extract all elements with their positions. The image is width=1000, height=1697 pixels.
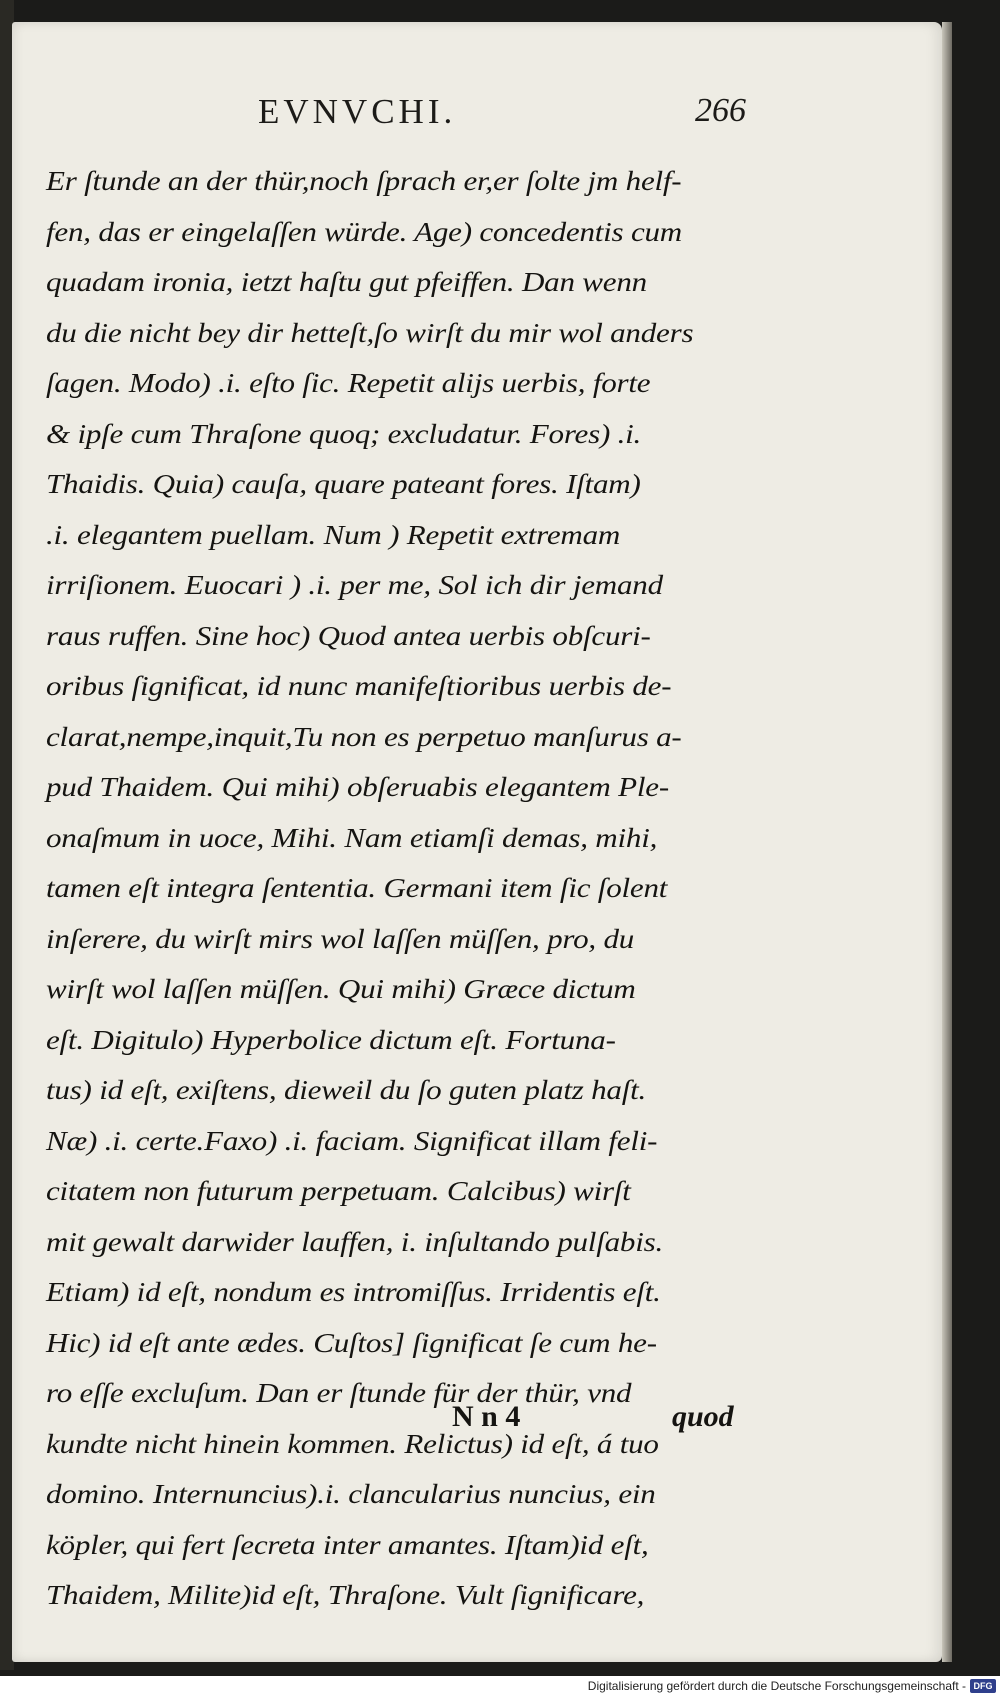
- text-line: ſagen. Modo) .i. eſto ſic. Repetit alijs uerbis, forte: [46, 367, 651, 398]
- text-line: Thaidem, Milite)id eſt, Thraſone. Vult ſignificare,: [46, 1579, 645, 1610]
- signature-line: [12, 1400, 942, 1450]
- text-line: quadam ironia, ietzt haſtu gut pfeiffen. Dan wenn: [46, 266, 647, 297]
- footer-credit: Digitalisierung gefördert durch die Deutsche Forschungsgemeinschaft -: [587, 1679, 966, 1693]
- book-page: [12, 22, 942, 1662]
- running-title: EVNVCHI.: [258, 92, 457, 131]
- text-line: tus) id eſt, exiſtens, dieweil du ſo guten platz haſt.: [46, 1074, 647, 1105]
- text-line: mit gewalt darwider lauffen, i. inſultando pulſabis.: [46, 1225, 663, 1257]
- text-line: raus ruffen. Sine hoc) Quod antea uerbis obſcuri-: [46, 619, 651, 651]
- text-line: Hic) id eſt ante ædes. Cuſtos] ſignificat ſe cum he-: [46, 1326, 657, 1358]
- text-line: oribus ſignificat, id nunc manifeſtioribus uerbis de-: [46, 670, 672, 701]
- text-line: Etiam) id eſt, nondum es intromiſſus. Irridentis eſt.: [46, 1276, 661, 1307]
- running-head: [12, 92, 942, 142]
- text-line: pud Thaidem. Qui mihi) obſeruabis elegantem Ple-: [46, 771, 669, 802]
- text-line: Thaidis. Quia) cauſa, quare pateant fores. Iſtam): [46, 468, 641, 499]
- text-line: eſt. Digitulo) Hyperbolice dictum eſt. Fortuna-: [46, 1023, 616, 1055]
- text-line: Næ) .i. certe.Faxo) .i. faciam. Significat illam feli-: [46, 1124, 658, 1156]
- catchword: quod: [672, 1400, 734, 1433]
- text-line: domino. Internuncius).i. clancularius nuncius, ein: [46, 1478, 656, 1509]
- text-line: du die nicht bey dir hetteſt,ſo wirſt du mir wol anders: [46, 316, 694, 348]
- text-line: onaſmum in uoce, Mihi. Nam etiamſi demas, mihi,: [46, 821, 658, 853]
- text-line: .i. elegantem puellam. Num ) Repetit extremam: [46, 518, 621, 550]
- text-line: ro eſſe excluſum. Dan er ſtunde für der thür, vnd: [46, 1377, 632, 1408]
- page-edge: [942, 22, 952, 1662]
- text-line: kundte nicht hinein kommen. Relictus) id eſt, á tuo: [46, 1427, 659, 1459]
- text-line: inſerere, du wirſt mirs wol laſſen müſſen, pro, du: [46, 922, 635, 954]
- text-line: & ipſe cum Thraſone quoq; excludatur. Fores) .i.: [46, 417, 642, 449]
- text-line: irriſionem. Euocari ) .i. per me, Sol ich dir jemand: [46, 569, 663, 600]
- text-line: köpler, qui fert ſecreta inter amantes. Iſtam)id eſt,: [46, 1528, 649, 1560]
- page-number: 266: [695, 92, 746, 129]
- text-line: citatem non futurum perpetuam. Calcibus) wirſt: [46, 1175, 631, 1206]
- signature-mark: N n 4: [452, 1400, 521, 1433]
- text-line: tamen eſt integra ſententia. Germani item ſic ſolent: [46, 872, 668, 903]
- text-line: wirſt wol laſſen müſſen. Qui mihi) Græce dictum: [46, 973, 636, 1004]
- text-line: fen, das er eingelaſſen würde. Age) concedentis cum: [46, 215, 682, 247]
- footer-bar: [0, 1676, 1000, 1697]
- dfg-logo-icon: DFG: [970, 1679, 996, 1693]
- text-line: Er ſtunde an der thür,noch ſprach er,er ſolte jm helf-: [46, 165, 682, 196]
- text-line: clarat,nempe,inquit,Tu non es perpetuo manſurus a-: [46, 720, 682, 752]
